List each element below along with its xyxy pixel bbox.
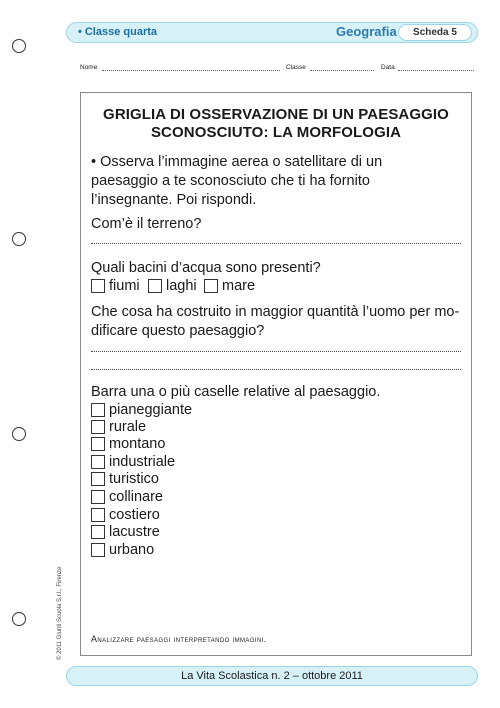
- label-fiumi: fiumi: [109, 278, 140, 294]
- checkbox-industriale[interactable]: [91, 455, 105, 469]
- label-collinare: collinare: [109, 489, 163, 505]
- checkbox-fiumi[interactable]: [91, 279, 105, 293]
- subject-title: Geografia: [336, 24, 397, 39]
- learning-objective-note: Analizzare paesaggi interpretando immagini.: [91, 634, 267, 644]
- publication-footer: La Vita Scolastica n. 2 – ottobre 2011: [66, 666, 478, 686]
- binder-hole-3: [12, 427, 26, 441]
- binder-hole-1: [12, 39, 26, 53]
- checkbox-pianeggiante[interactable]: [91, 403, 105, 417]
- binder-hole-2: [12, 232, 26, 246]
- date-field[interactable]: [398, 70, 474, 71]
- class-level-label: [78, 25, 157, 39]
- class-label: Classe: [286, 64, 306, 71]
- checkbox-mare[interactable]: [204, 279, 218, 293]
- answer-line-human-built-1[interactable]: [91, 351, 461, 352]
- name-label: Nome: [80, 64, 98, 71]
- label-pianeggiante: pianeggiante: [109, 402, 193, 418]
- question-terrain: Com’è il terreno?: [91, 216, 202, 232]
- label-urbano: urbano: [109, 542, 155, 558]
- title-line-1: GRIGLIA DI OSSERVAZIONE DI UN PAESAGGIO: [103, 106, 449, 123]
- checkbox-turistico[interactable]: [91, 472, 105, 486]
- question-human-built-line-2: dificare questo paesaggio?: [91, 323, 265, 339]
- class-field[interactable]: [310, 70, 374, 71]
- bullet-icon: •: [78, 26, 82, 38]
- label-industriale: industriale: [109, 454, 176, 470]
- label-rurale: rurale: [109, 419, 147, 435]
- answer-line-terrain[interactable]: [91, 243, 461, 244]
- question-landscape-type: Barra una o più caselle relative al paesaggio.: [91, 384, 381, 400]
- label-montano: montano: [109, 436, 166, 452]
- question-human-built-line-1: Che cosa ha costruito in maggior quantità l’uomo per mo-: [91, 304, 460, 320]
- name-field[interactable]: [102, 70, 280, 71]
- answer-line-human-built-2[interactable]: [91, 369, 461, 370]
- binder-hole-4: [12, 612, 26, 626]
- date-label: Data: [381, 64, 395, 71]
- label-mare: mare: [222, 278, 256, 294]
- question-water-bodies: Quali bacini d’acqua sono presenti?: [91, 260, 321, 276]
- checkbox-costiero[interactable]: [91, 508, 105, 522]
- checkbox-rurale[interactable]: [91, 420, 105, 434]
- intro-line-3: l’insegnante. Poi rispondi.: [91, 192, 257, 208]
- title-line-2: SCONOSCIUTO: LA MORFOLOGIA: [150, 124, 402, 141]
- class-level-text: Classe quarta: [84, 26, 158, 38]
- copyright-notice: © 2011 Giunti Scuola S.r.l., Firenze: [57, 566, 63, 660]
- sheet-number-badge: Scheda 5: [398, 24, 472, 41]
- checkbox-lacustre[interactable]: [91, 525, 105, 539]
- label-costiero: costiero: [109, 507, 160, 523]
- intro-line-1: • Osserva l’immagine aerea o satellitare di un: [91, 154, 383, 170]
- worksheet-title: [80, 106, 472, 142]
- label-laghi: laghi: [166, 278, 197, 294]
- intro-line-2: paesaggio a te sconosciuto che ti ha fornito: [91, 173, 370, 189]
- checkbox-urbano[interactable]: [91, 543, 105, 557]
- checkbox-laghi[interactable]: [148, 279, 162, 293]
- label-lacustre: lacustre: [109, 524, 160, 540]
- checkbox-montano[interactable]: [91, 437, 105, 451]
- checkbox-collinare[interactable]: [91, 490, 105, 504]
- label-turistico: turistico: [109, 471, 159, 487]
